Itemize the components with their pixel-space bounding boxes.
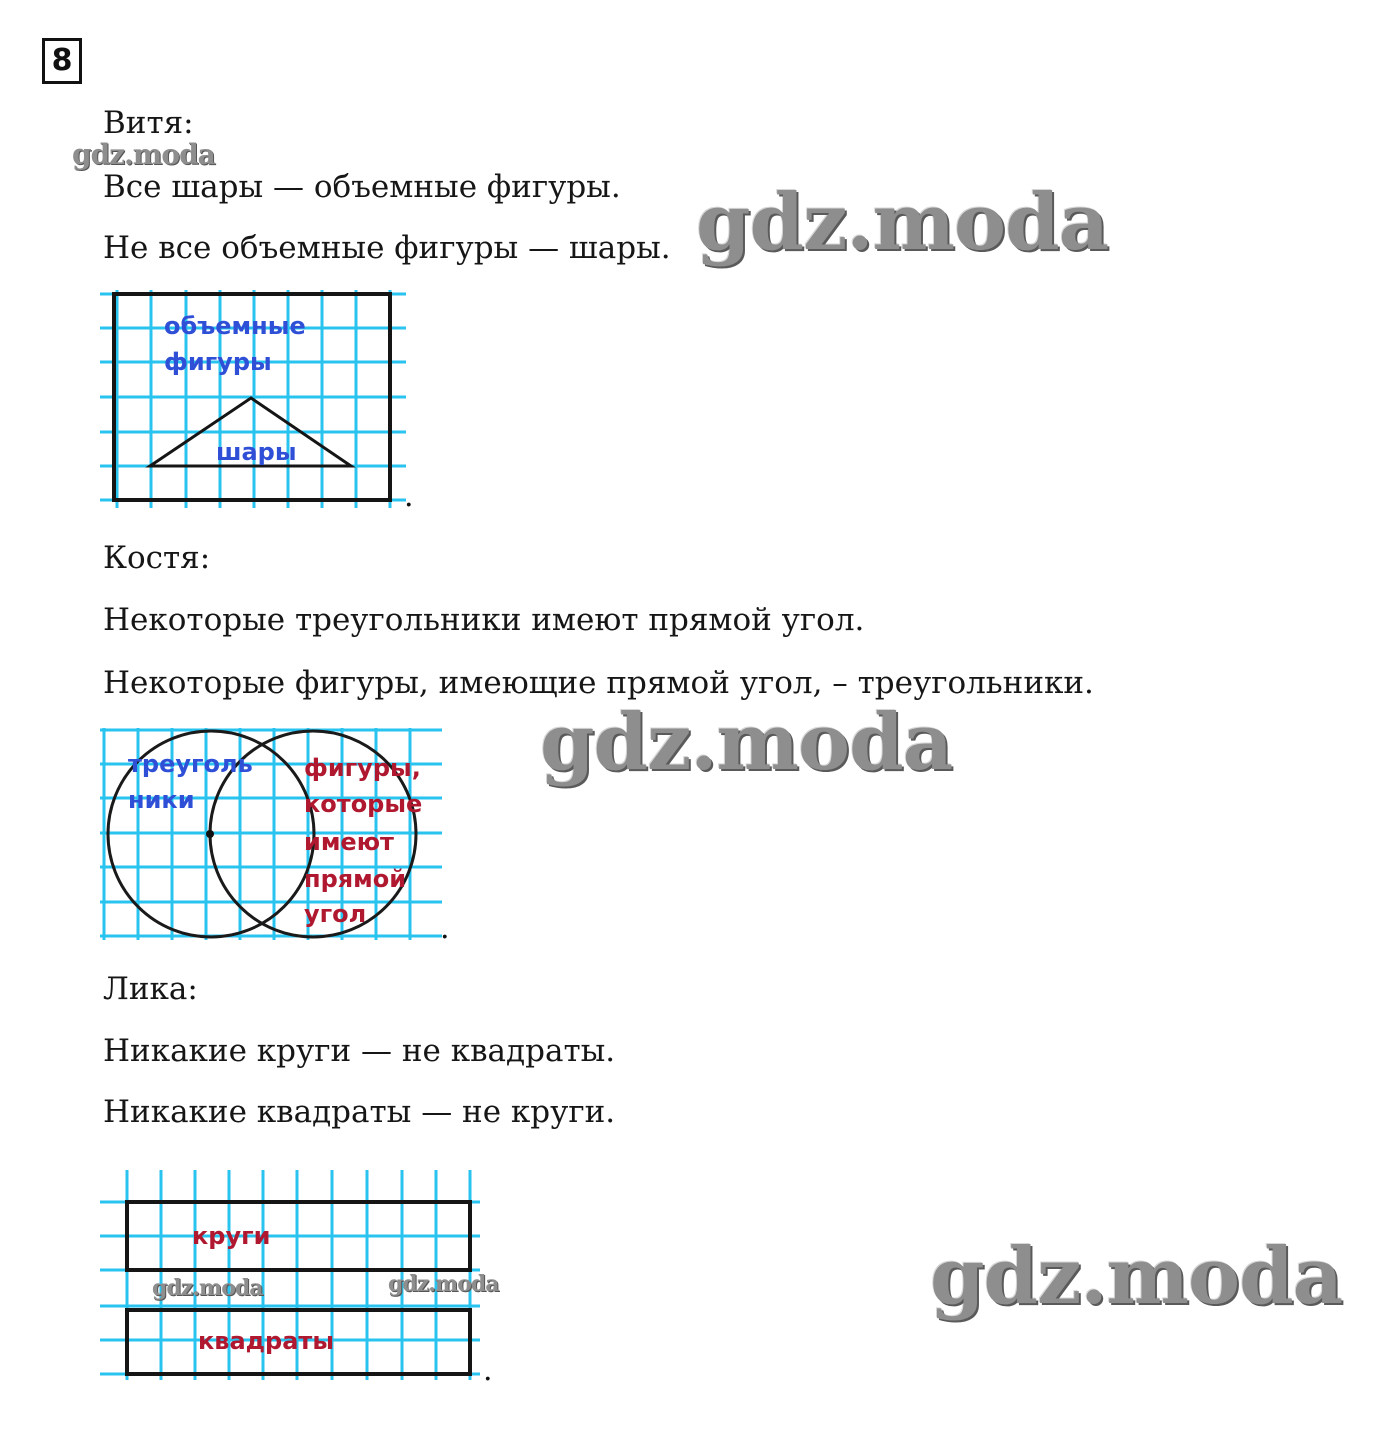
- kostya-euler-diagram: [100, 728, 442, 940]
- watermark-small: gdz.moda: [152, 1275, 263, 1301]
- diagram-label-right-angle-4: прямой: [304, 865, 407, 893]
- vitya-statement-2: Не все объемные фигуры — шары.: [103, 230, 671, 266]
- diagram-label-right-angle-3: имеют: [304, 828, 394, 856]
- watermark-large: gdz.moda: [696, 177, 1109, 268]
- lika-euler-diagram: [100, 1170, 499, 1380]
- vitya-euler-diagram: [100, 290, 406, 508]
- diagram-label-figures: фигуры: [164, 348, 272, 376]
- lika-statement-1: Никакие круги — не квадраты.: [103, 1033, 616, 1069]
- task-number: 8: [51, 43, 73, 78]
- vitya-name: Витя:: [103, 105, 194, 141]
- lika-name: Лика:: [103, 971, 198, 1007]
- watermark-small: gdz.moda: [388, 1271, 499, 1297]
- diagram-label-triangles-1: треуголь: [128, 750, 253, 778]
- diagram-label-circles: круги: [192, 1222, 271, 1250]
- kostya-statement-1: Некоторые треугольники имеют прямой угол.: [103, 602, 865, 638]
- kostya-name: Костя:: [103, 540, 211, 576]
- diagram-label-triangles-2: ники: [128, 786, 195, 814]
- diagram-label-right-angle-2: которые: [304, 790, 423, 818]
- vitya-statement-1: Все шары — объемные фигуры.: [103, 169, 621, 205]
- lika-statement-2: Никакие квадраты — не круги.: [103, 1094, 616, 1130]
- watermark-small: gdz.moda: [72, 138, 215, 171]
- period-mark: .: [404, 479, 414, 514]
- watermark-large: gdz.moda: [540, 697, 953, 788]
- diagram-label-right-angle-5: угол: [304, 900, 367, 928]
- watermark-large: gdz.moda: [930, 1231, 1343, 1322]
- period-mark: .: [440, 911, 450, 946]
- center-point: [206, 830, 214, 838]
- kostya-statement-2: Некоторые фигуры, имеющие прямой угол, – треугольники.: [103, 665, 1094, 701]
- period-mark: .: [483, 1353, 493, 1388]
- diagram-label-volumetric: объемные: [164, 312, 306, 340]
- diagram-label-right-angle-1: фигуры,: [304, 754, 421, 782]
- task-number-box: [42, 38, 82, 84]
- diagram-label-squares: квадраты: [198, 1327, 335, 1355]
- diagram-label-balls: шары: [216, 438, 297, 466]
